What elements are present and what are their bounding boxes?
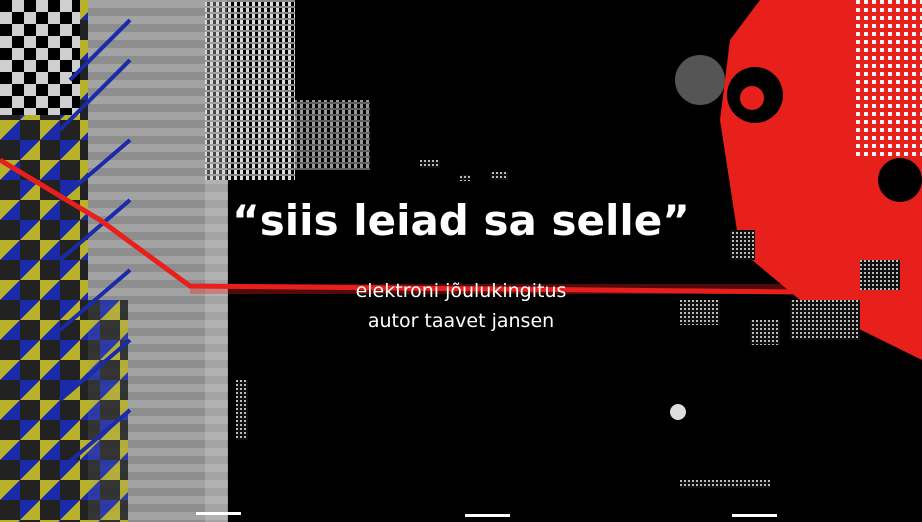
gray-checker-strip bbox=[88, 300, 128, 522]
grid-shard bbox=[270, 100, 370, 170]
top-checker-block bbox=[0, 0, 80, 115]
red-grid-block bbox=[855, 0, 922, 160]
bottom-bar-3 bbox=[732, 514, 777, 517]
subtitle-line-2: autor taavet jansen bbox=[367, 310, 555, 332]
bottom-bar-1 bbox=[196, 512, 241, 515]
dark-circle-inner bbox=[740, 86, 764, 110]
title-quote: “siis leiad sa selle” bbox=[232, 196, 690, 245]
white-strip bbox=[205, 0, 227, 522]
subtitle-line-1: elektroni jõulukingitus bbox=[355, 280, 567, 302]
white-blob bbox=[670, 404, 686, 420]
bottom-bar-2 bbox=[465, 514, 510, 517]
gray-circle bbox=[675, 55, 725, 105]
